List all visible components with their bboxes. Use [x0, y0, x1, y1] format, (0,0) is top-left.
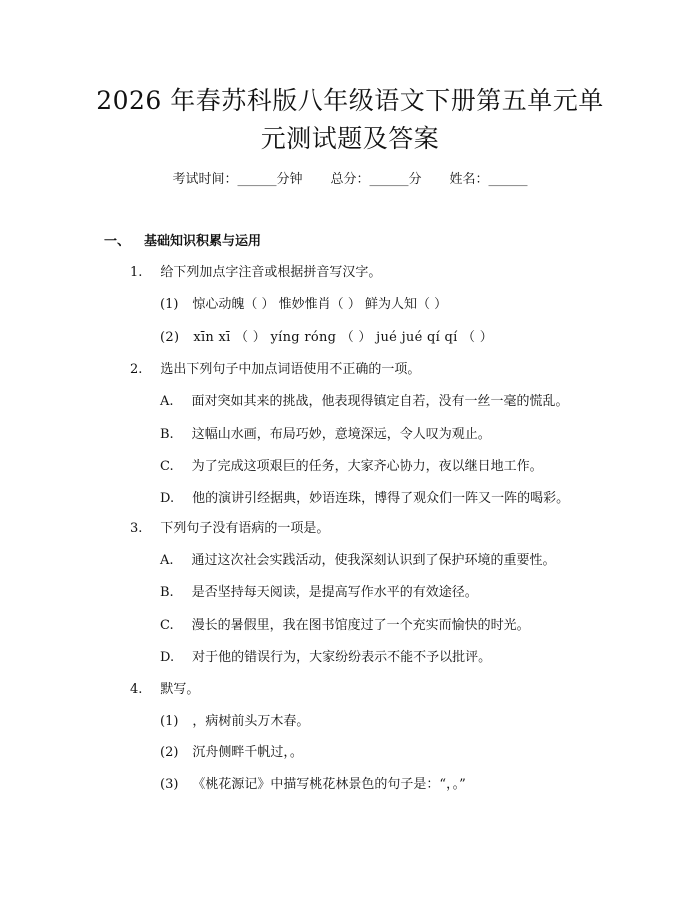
- option-b: [160, 423, 491, 442]
- option-c: [160, 455, 543, 474]
- option-a: [160, 390, 569, 409]
- part-number: (1): [160, 297, 179, 312]
- option-label: A.: [160, 394, 174, 409]
- item-number: (1): [160, 714, 179, 729]
- question-text: 选出下列句子中加点词语使用不正确的一项。: [160, 362, 421, 377]
- part-number: (2): [160, 330, 180, 345]
- option-label: C.: [160, 618, 174, 633]
- section-number: 一、: [104, 234, 131, 249]
- item-number: (2): [160, 745, 179, 760]
- option-label: B.: [160, 427, 174, 442]
- item-number: (3): [160, 777, 179, 792]
- question-1-part-2: [160, 326, 493, 345]
- dictation-item-1: [160, 710, 309, 729]
- question-2: [130, 358, 420, 377]
- question-1-part-1: [160, 293, 447, 312]
- item-text: 沉舟侧畔千帆过，。: [192, 745, 303, 760]
- item-text: 《桃花源记》中描写桃花林景色的句子是：“，。”: [192, 777, 466, 792]
- section-title: 基础知识积累与运用: [144, 234, 262, 249]
- option-text: 面对突如其来的挑战，他表现得镇定自若，没有一丝一毫的慌乱。: [191, 394, 569, 409]
- section-heading: [104, 230, 261, 249]
- option-label: D.: [160, 491, 175, 506]
- exam-score: 总分：______分: [330, 172, 422, 187]
- option-text: 对于他的错误行为，大家纷纷表示不能不予以批评。: [192, 650, 492, 665]
- question-number: 2.: [130, 362, 143, 377]
- question-text: 默写。: [160, 682, 200, 697]
- option-text: 通过这次社会实践活动，使我深刻认识到了保护环境的重要性。: [191, 553, 556, 568]
- option-c: [160, 614, 530, 633]
- question-number: 1.: [130, 265, 143, 280]
- option-text: 漫长的暑假里，我在图书馆度过了一个充实而愉快的时光。: [191, 618, 530, 633]
- option-a: [160, 549, 556, 568]
- dictation-item-2: [160, 741, 303, 760]
- exam-name: 姓名：______: [449, 172, 528, 187]
- option-label: C.: [160, 459, 174, 474]
- document-title-line2: 元测试题及答案: [260, 124, 440, 153]
- part-text: 惊心动魄（ ） 惟妙惟肖（ ） 鲜为人知（ ）: [192, 297, 448, 312]
- question-number: 3.: [130, 521, 143, 536]
- dictation-item-3: [160, 773, 466, 792]
- option-d: [160, 487, 569, 506]
- question-text: 给下列加点字注音或根据拼音写汉字。: [160, 265, 382, 280]
- exam-time: 考试时间：______分钟: [172, 172, 303, 187]
- exam-meta: [0, 168, 700, 187]
- question-4: [130, 678, 199, 697]
- question-1: [130, 261, 381, 280]
- option-label: A.: [160, 553, 174, 568]
- option-label: B.: [160, 585, 174, 600]
- question-text: 下列句子没有语病的一项是。: [160, 521, 330, 536]
- option-d: [160, 646, 491, 665]
- part-text: xīn xī （ ） yíng róng （ ） jué jué qí qí （ ）: [193, 330, 494, 345]
- option-text: 是否坚持每天阅读，是提高写作水平的有效途径。: [191, 585, 478, 600]
- option-label: D.: [160, 650, 175, 665]
- option-text: 他的演讲引经据典，妙语连珠，博得了观众们一阵又一阵的喝彩。: [192, 491, 570, 506]
- question-number: 4.: [130, 682, 143, 697]
- option-text: 为了完成这项艰巨的任务，大家齐心协力，夜以继日地工作。: [191, 459, 543, 474]
- option-text: 这幅山水画，布局巧妙，意境深远，令人叹为观止。: [191, 427, 491, 442]
- question-3: [130, 517, 329, 536]
- item-text: ，病树前头万木春。: [192, 714, 310, 729]
- document-title-line1: 2026 年春苏科版八年级语文下册第五单元单: [96, 86, 604, 115]
- option-b: [160, 581, 478, 600]
